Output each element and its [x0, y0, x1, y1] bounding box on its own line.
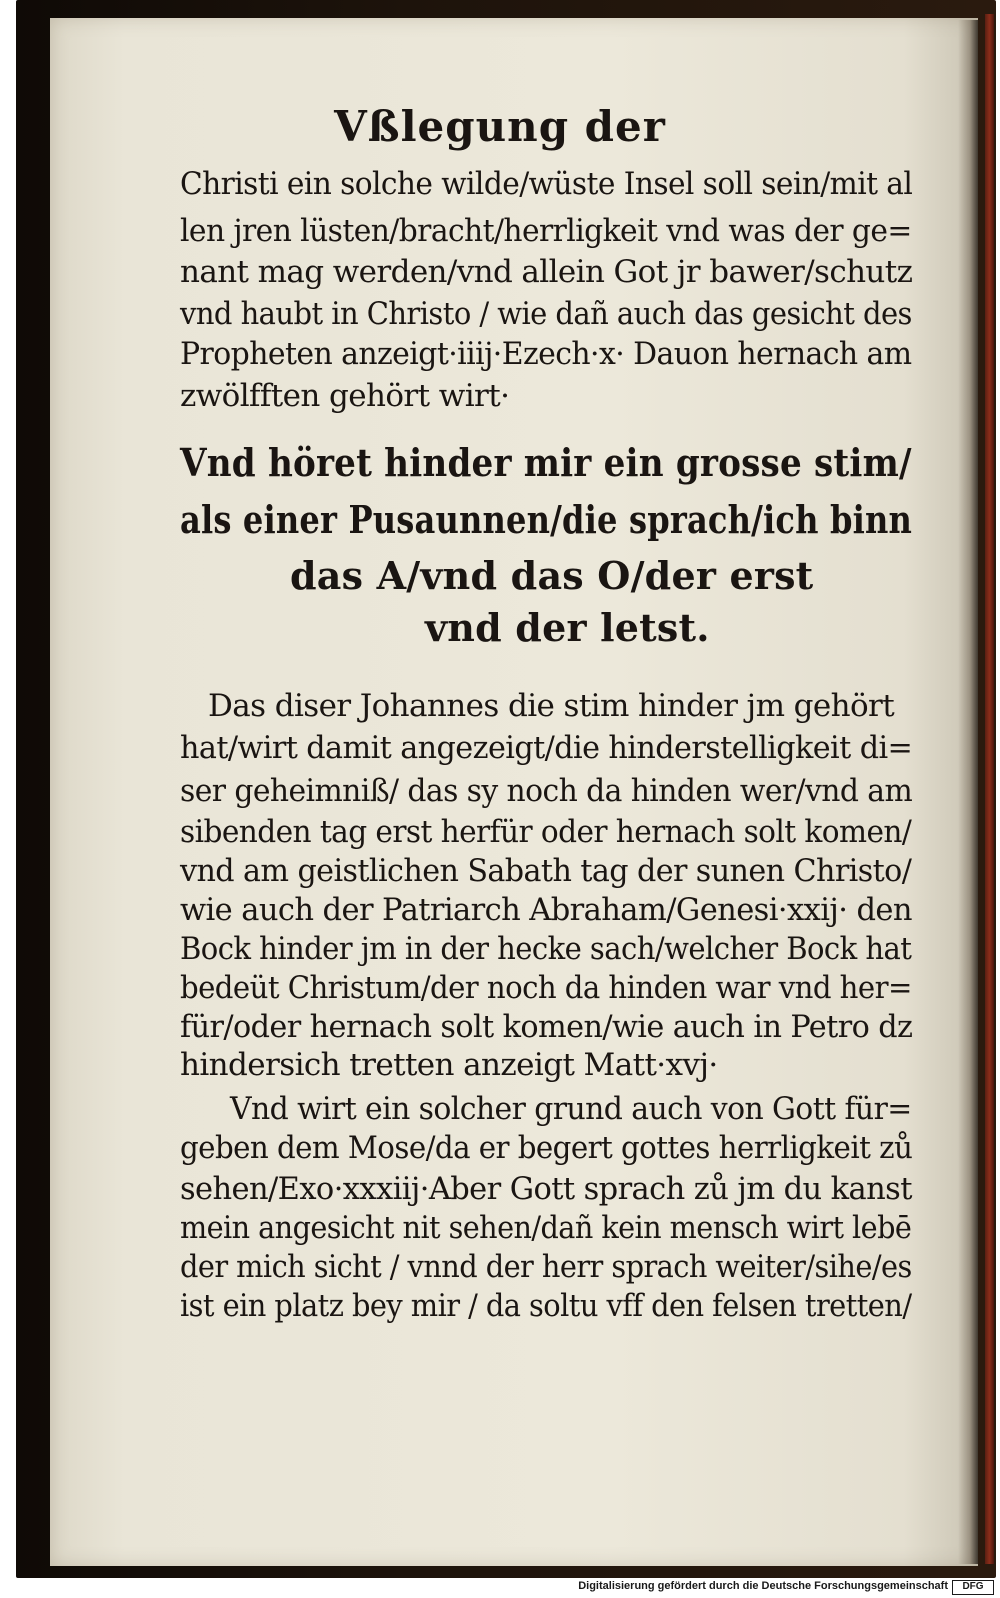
text-line: bedeüt Christum/der noch da hinden war vnd her=: [180, 970, 912, 1006]
text-line: Propheten anzeigt·iiij·Ezech·x· Dauon hernach am: [180, 336, 912, 372]
funding-note: Digitalisierung gefördert durch die Deutsche Forschungsgemeinschaft: [578, 1580, 948, 1592]
text-line: Das diser Johannes die stim hinder jm gehört: [208, 688, 895, 724]
text-line: geben dem Mose/da er begert gottes herrligkeit zů: [180, 1130, 913, 1166]
text-line: vnd haubt in Christo / wie dañ auch das gesicht des: [180, 296, 912, 332]
running-head: Vßlegung der: [334, 102, 666, 151]
text-line: Vnd wirt ein solcher grund auch von Gott für=: [230, 1091, 912, 1127]
cover-edge: [985, 14, 994, 1564]
text-line: nant mag werden/vnd allein Got jr bawer/schutz: [180, 254, 913, 290]
text-line: vnd am geistlichen Sabath tag der sunen Christo/: [180, 853, 912, 889]
text-line: der mich sicht / vnnd der herr sprach weiter/sihe/es: [180, 1249, 912, 1285]
heading-line: vnd der letst.: [425, 605, 710, 650]
text-line: sibenden tag erst herfür oder hernach solt komen/: [180, 814, 912, 850]
text-line: sehen/Exo·xxxiij·Aber Gott sprach zů jm du kanst: [180, 1171, 912, 1207]
heading-line: das A/vnd das O/der erst: [290, 553, 814, 598]
heading-line: als einer Pusaunnen/die sprach/ich binn: [180, 497, 913, 542]
text-line: ist ein platz bey mir / da soltu vff den felsen tretten/: [180, 1288, 912, 1324]
text-line: len jren lüsten/bracht/herrligkeit vnd was der ge=: [180, 213, 912, 249]
spine-gutter: [958, 20, 978, 1564]
text-line: Christi ein solche wilde/wüste Insel soll sein/mit al: [180, 166, 913, 202]
text-line: hindersich tretten anzeigt Matt·xvj·: [180, 1047, 718, 1083]
text-line: ser geheimniß/ das sy noch da hinden wer/vnd am: [180, 773, 913, 809]
text-line: hat/wirt damit angezeigt/die hinderstelligkeit di=: [180, 730, 913, 766]
text-line: für/oder hernach solt komen/wie auch in Petro dz: [180, 1009, 913, 1045]
text-line: zwölfften gehört wirt·: [180, 378, 510, 414]
text-line: mein angesicht nit sehen/dañ kein mensch wirt lebē: [180, 1210, 912, 1246]
heading-line: Vnd höret hinder mir ein grosse stim/: [180, 440, 912, 485]
dfg-logo: DFG: [952, 1580, 994, 1595]
text-line: wie auch der Patriarch Abraham/Genesi·xxij· den: [180, 892, 912, 928]
text-line: Bock hinder jm in der hecke sach/welcher Bock hat: [180, 931, 912, 967]
